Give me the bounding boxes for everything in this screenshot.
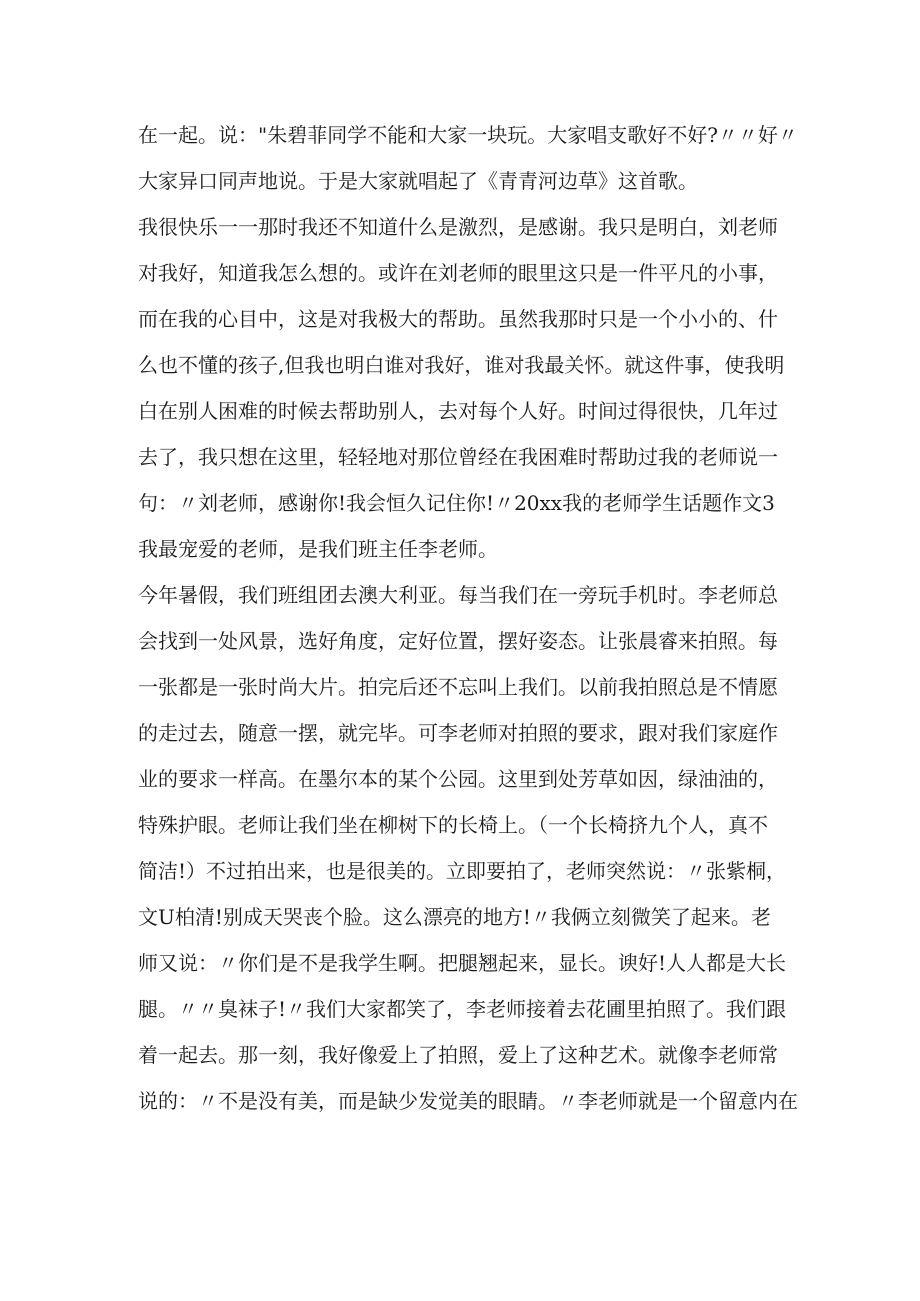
text-line: 大家异口同声地说。于是大家就唱起了《青青河边草》这首歌。 xyxy=(138,169,698,193)
text-line: 业的要求一样高。在墨尔本的某个公园。这里到处芳草如因，绿油油的， xyxy=(138,767,778,791)
text-line: 一张都是一张时尚大片。拍完后还不忘叫上我们。以前我拍照总是不情愿 xyxy=(138,675,778,699)
text-line: 而在我的心目中，这是对我极大的帮助。虽然我那时只是一个小小的、什 xyxy=(138,307,778,331)
text-line: 会找到一处风景，选好角度，定好位置，摆好姿态。让张晨睿来拍照。每 xyxy=(138,629,778,653)
text-line: 文U柏清!别成天哭丧个脸。这么漂亮的地方!〃我俩立刻微笑了起来。老 xyxy=(138,905,771,929)
text-line: 今年暑假，我们班组团去澳大利亚。每当我们在一旁玩手机时。李老师总 xyxy=(138,583,778,607)
text-line: 简洁!）不过拍出来，也是很美的。立即要拍了，老师突然说：〃张紫桐， xyxy=(138,859,787,883)
text-line: 白在别人困难的时候去帮助别人，去对每个人好。时间过得很快，几年过 xyxy=(138,399,778,423)
text-line: 我很快乐一一那时我还不知道什么是激烈，是感谢。我只是明白，刘老师 xyxy=(138,215,778,239)
text-line: 么也不懂的孩子,但我也明白谁对我好，谁对我最关怀。就这件事，使我明 xyxy=(138,353,785,377)
text-line: 去了，我只想在这里，轻轻地对那位曾经在我困难时帮助过我的老师说一 xyxy=(138,445,778,469)
text-line: 的走过去，随意一摆，就完毕。可李老师对拍照的要求，跟对我们家庭作 xyxy=(138,721,778,745)
text-line: 师又说：〃你们是不是我学生啊。把腿翘起来，显长。谀好!人人都是大长 xyxy=(138,951,787,975)
text-line: 我最宠爱的老师，是我们班主任李老师。 xyxy=(138,537,498,561)
body-text xyxy=(138,112,798,1124)
text-line: 对我好，知道我怎么想的。或许在刘老师的眼里这只是一件平凡的小事， xyxy=(138,261,778,285)
text-line: 在一起。说："朱碧菲同学不能和大家一块玩。大家唱支歌好不好?〃〃好〃 xyxy=(138,123,798,147)
text-line: 句：〃刘老师，感谢你!我会恒久记住你!〃20xx我的老师学生话题作文3 xyxy=(138,491,775,515)
text-line: 着一起去。那一刻，我好像爱上了拍照，爱上了这种艺术。就像李老师常 xyxy=(138,1043,778,1067)
text-line: 说的：〃不是没有美，而是缺少发觉美的眼睛。〃李老师就是一个留意内在 xyxy=(138,1089,798,1113)
text-line: 特殊护眼。老师让我们坐在柳树下的长椅上。（一个长椅挤九个人，真不 xyxy=(138,813,768,837)
text-line: 腿。〃〃臭袜子!〃我们大家都笑了，李老师接着去花圃里拍照了。我们跟 xyxy=(138,997,787,1021)
